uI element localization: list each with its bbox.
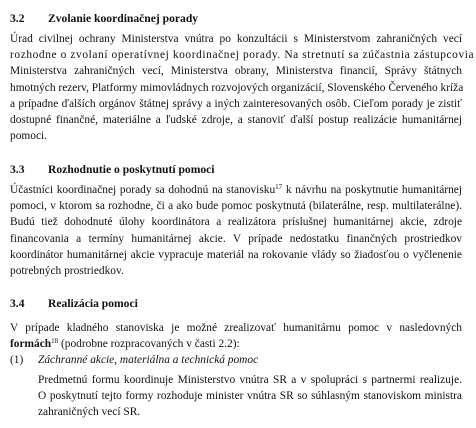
- paragraph-line: Ministerstva zahraničných vecí, Ministerstva obrany, Ministerstva financií, Správy štátnych: [10, 65, 462, 78]
- paragraph-line: Budú tiež dohodnuté úlohy koordinátora a realizátora príslušnej humanitárnej akcie, zdroje: [10, 216, 462, 229]
- paragraph-line: pomoci, v ktorom sa rozhodne, či a ako bude pomoc poskytnutá (bilaterálne, resp. multilaterálne).: [10, 200, 462, 213]
- line-text: k návrhu na poskytnutie humanitárnej: [282, 184, 462, 196]
- footnote-ref[interactable]: 18: [51, 337, 59, 346]
- section-heading-3-3: [10, 163, 215, 176]
- item-body: [38, 372, 462, 421]
- item-line: O poskytnutí tejto formy rozhoduje minister vnútra SR so súhlasným stanoviskom ministra: [38, 390, 462, 403]
- paragraph-line: koordinátor humanitárnej akcie vypracuje materiál na rokovanie vlády so žiadosťou o vyčlenenie: [10, 248, 462, 261]
- paragraph-line: [10, 336, 462, 352]
- item-number: (1): [10, 354, 24, 366]
- section-title: Realizácia pomoci: [48, 297, 138, 310]
- section-number: 3.2: [10, 12, 25, 25]
- line-text: Účastníci koordinačnej porady sa dohodnú na stanovisku: [10, 184, 276, 196]
- section-title: Rozhodnutie o poskytnutí pomoci: [48, 163, 215, 176]
- paragraph-line: a prípadne ďalších orgánov štátnej správy a iných zainteresovaných osôb. Cieľom porady je zistiť: [10, 97, 462, 110]
- section-title: Zvolanie koordinačnej porady: [48, 12, 199, 25]
- item-title: Záchranné akcie, materiálna a technická pomoc: [38, 354, 259, 366]
- paragraph-line: potrebných prostriedkov.: [10, 264, 124, 277]
- numbered-item-1: [10, 352, 462, 419]
- item-line: zahraničných vecí SR.: [38, 406, 141, 419]
- paragraph-line: rozhodne o zvolaní operatívnej koordinačnej porady. Na stretnutí sa zúčastnia zástupcovia: [10, 49, 475, 62]
- item-heading: [10, 352, 462, 368]
- paragraph-line: [10, 182, 462, 198]
- section-3-2-paragraph: [10, 31, 475, 144]
- paragraph-line: hmotných rezerv, Platformy mimovládnych rozvojových organizácií, Slovenského Červeného kríža: [10, 81, 464, 94]
- paragraph-line: financovania a termíny humanitárnej akcie. V prípade nedostatku finančných prostriedkov: [10, 232, 462, 245]
- bold-term: formách: [10, 338, 52, 351]
- section-number: 3.3: [10, 163, 25, 176]
- paragraph-line: Úrad civilnej ochrany Ministerstva vnútra po konzultácii s Ministerstvom zahraničných vecí: [10, 33, 462, 45]
- section-heading-3-4: [10, 297, 138, 310]
- section-heading-3-2: [10, 12, 198, 25]
- section-3-3-paragraph: [10, 182, 462, 279]
- line-text: (podrobne rozpracovaných v časti 2.2):: [58, 338, 240, 351]
- section-3-4-paragraph: [10, 320, 462, 352]
- paragraph-line: pomoci.: [10, 130, 48, 143]
- paragraph-line: dostupné finančné, materiálne a ľudské zdroje, a stanoviť ďalší postup realizácie humanitárnej: [10, 113, 462, 126]
- section-number: 3.4: [10, 297, 25, 310]
- footnote-ref[interactable]: 17: [275, 183, 283, 191]
- item-line: Predmetnú formu koordinuje Ministerstvo vnútra SR a v spolupráci s partnermi realizuje.: [38, 374, 462, 386]
- paragraph-line: V prípade kladného stanoviska je možné zrealizovať humanitárnu pomoc v nasledovných: [10, 322, 462, 334]
